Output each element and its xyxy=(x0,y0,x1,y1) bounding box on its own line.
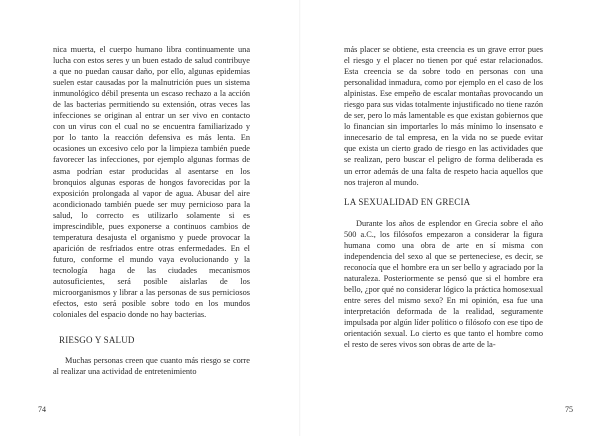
right-text-column xyxy=(344,44,543,350)
right-page xyxy=(300,0,600,436)
left-text-column xyxy=(53,44,250,377)
section-heading-riesgo-y-salud: RIESGO Y SALUD xyxy=(59,335,135,346)
right-body-paragraph: más placer se obtiene, esta creencia es un grave error pues el riesgo y el placer no tienen por qué estar relacionados. Esta creencia se da sobre todo en personas con una personalidad inmadura, como por ejemplo en el caso de los alpinistas. Ese empeño de escalar montañas provocando un riesgo para sus vidas totalmente injustificado no tiene razón de ser, pero lo más lamentable es que existan gobiernos que lo financian sin importarles lo más mínimo lo insensato e innecesario de tal empresa, en la vida no se puede evitar que exista un cierto grado de riesgo en las actividades que se realizan, pero buscar el peligro de forma deliberada es un error además de una falta de respeto hacia aquellos que nos trajeron al mundo. xyxy=(344,45,543,187)
left-body-paragraph: nica muerta, el cuerpo humano libra continuamente una lucha con estos seres y un buen estado de salud contribuye a que no puedan causar daño, por ello, algunas epidemias suelen estar causadas por la malnutrición pues un sistema inmunológico débil presenta un escaso rechazo a la acción de las bacterias permitiendo su extensión, otras veces las infecciones se originan al entrar un ser vivo en contacto con un virus con el cual no se encuentra familiarizado y por lo tanto la reacción defensiva es más lenta. En ocasiones un excesivo celo por la limpieza también puede favorecer las infecciones, por ejemplo algunas formas de asma podrían estar producidas al asentarse en los bronquios algunas esporas de hongos favorecidas por la exposición prolongada al vapor de agua. Abusar del aire acondicionado también puede ser muy pernicioso para la salud, lo correcto es utilizarlo solamente si es imprescindible, pues exponerse a continuos cambios de temperatura desajusta el organismo y puede provocar la aparición de resfriados entre otras enfermedades. En el futuro, conforme el mundo vaya evolucionando y la tecnología haga de las ciudades mecanismos autosuficientes, será posible aislarlas de los microorganismos y librar a las personas de sus perniciosos efectos, esto será posible sobre todo en los mundos coloniales del espacio donde no hay bacterias. xyxy=(53,45,250,320)
page-number-right: 75 xyxy=(565,405,573,414)
left-after-heading-paragraph: Muchas personas creen que cuanto más riesgo se corre al realizar una actividad de entretenimiento xyxy=(53,356,250,377)
right-after-heading-paragraph: Durante los años de esplendor en Grecia sobre el año 500 a.C., los filósofos empezaron a considerar la figura humana como una obra de arte en sí misma con independencia del sexo al que se perteneciese, es decir, se reconocía que el hombre era un ser bello y agraciado por la naturaleza. Posteriormente se pensó que si el hombre era bello, ¿por qué no considerar lógico la práctica homosexual entre seres del mismo sexo? En mi opinión, esa fue una interpretación deformada de la realidad, seguramente impulsada por algún líder político o filósofo con ese tipo de orientación sexual. Lo cierto es que tanto el hombre como el resto de seres vivos son obras de arte de la- xyxy=(344,218,543,350)
section-heading-sexualidad-en-grecia: LA SEXUALIDAD EN GRECIA xyxy=(344,196,471,207)
page-number-left: 74 xyxy=(38,405,46,414)
